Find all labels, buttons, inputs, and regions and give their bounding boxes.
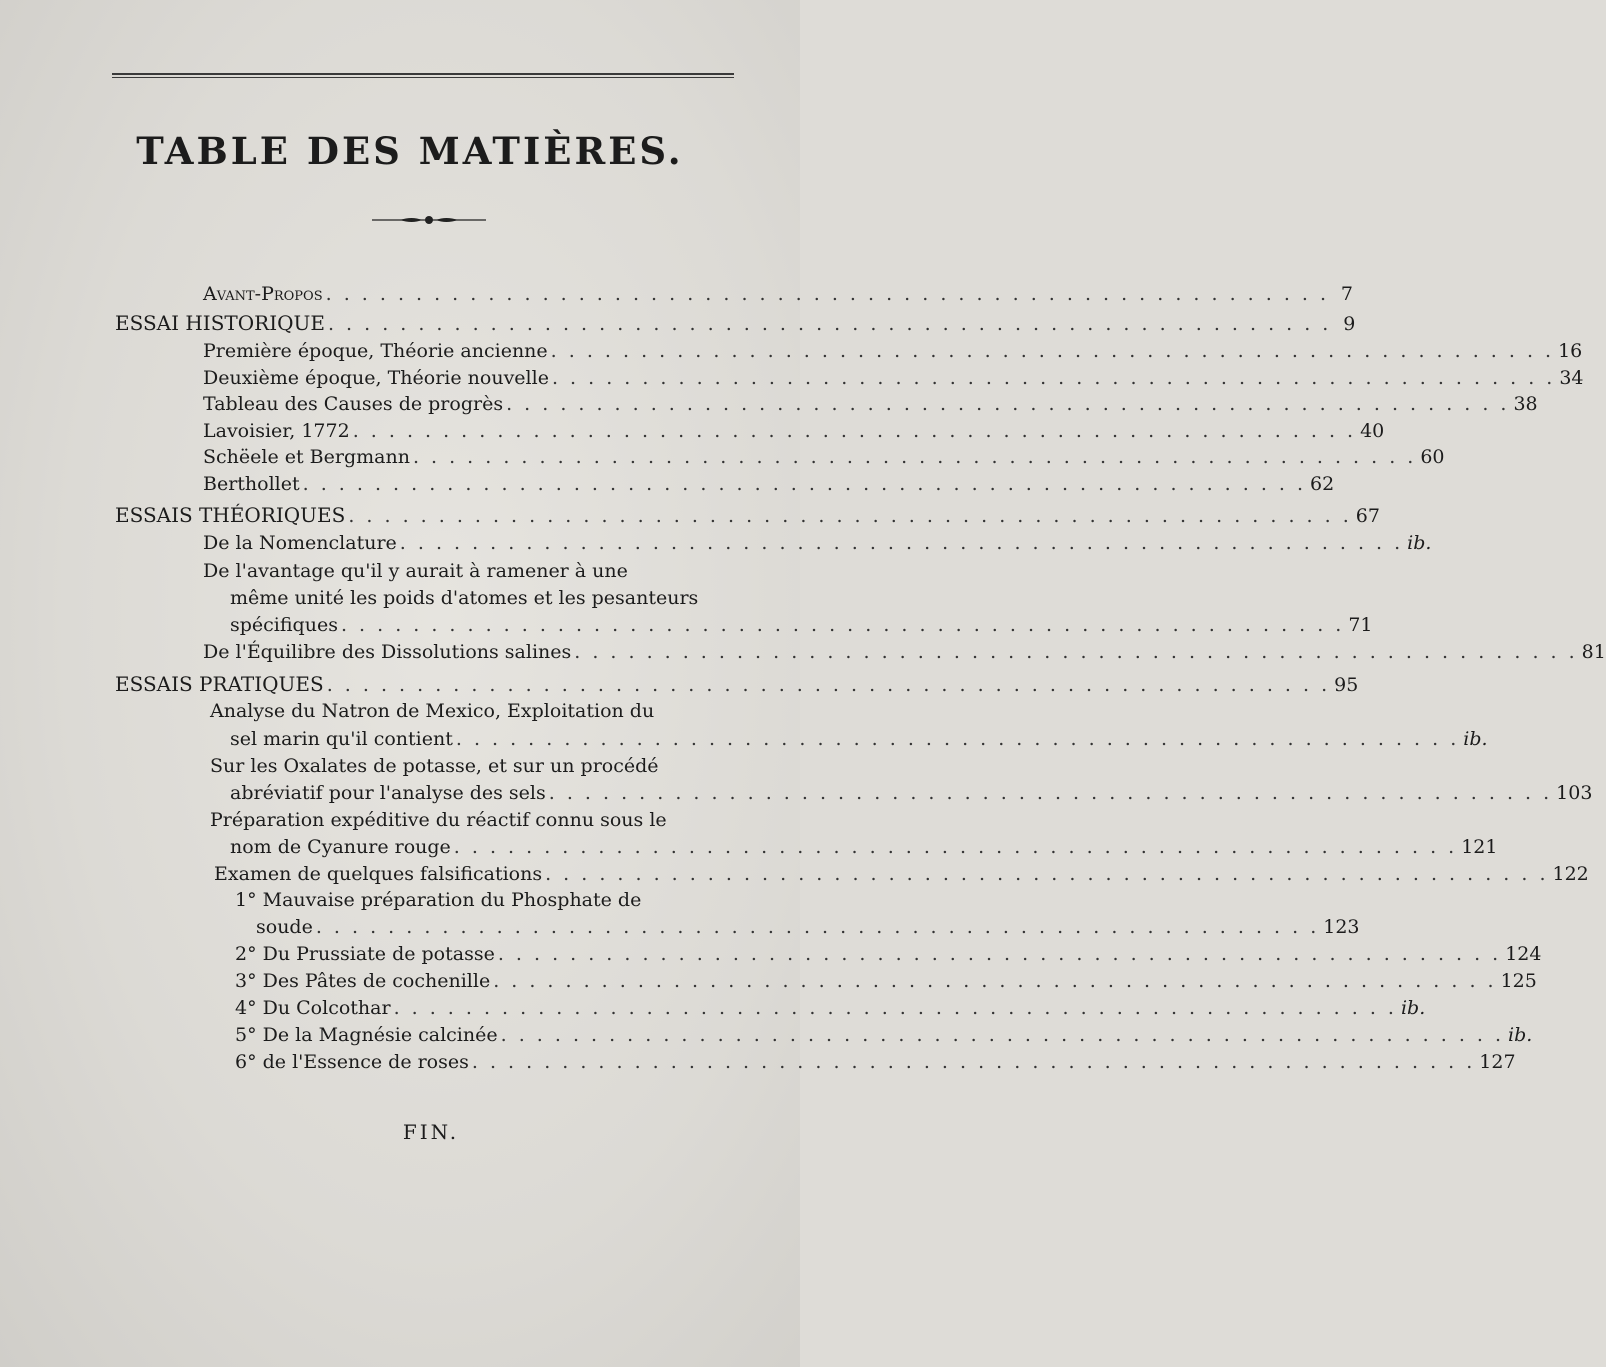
toc-section-essai-historique bbox=[115, 309, 1356, 337]
dot-leader: . . . . . . . . . . . . . . . . . . . . . . . . . . . . . . . . . . . . . . . . . . . . . . . . . . . . . . . . bbox=[551, 367, 1556, 389]
toc-page-number: 95 bbox=[1334, 674, 1359, 696]
page-title: TABLE DES MATIÈRES. bbox=[136, 129, 684, 173]
toc-page-number: 121 bbox=[1461, 836, 1498, 858]
toc-label: ESSAI HISTORIQUE bbox=[115, 311, 325, 335]
toc-label: sel marin qu'il contient bbox=[230, 728, 453, 750]
toc-label: 6° de l'Essence de roses bbox=[235, 1051, 469, 1073]
dot-leader: . . . . . . . . . . . . . . . . . . . . . . . . . . . . . . . . . . . . . . . . . . . . . . . . . . . . . . . . bbox=[493, 970, 1497, 992]
toc-label: 3° Des Pâtes de cochenille bbox=[235, 970, 491, 992]
fin-text: FIN. bbox=[402, 1120, 460, 1144]
toc-label: De l'Équilibre des Dissolutions salines bbox=[203, 641, 572, 663]
dot-leader: . . . . . . . . . . . . . . . . . . . . . . . . . . . . . . . . . . . . . . . . . . . . . . . . . . . . . . . . bbox=[327, 313, 1332, 335]
toc-page-number: 38 bbox=[1513, 393, 1538, 415]
toc-entry bbox=[230, 833, 1498, 861]
toc-entry-line: Sur les Oxalates de potasse, et sur un procédé bbox=[210, 755, 659, 777]
toc-page-number: 127 bbox=[1479, 1051, 1516, 1073]
toc-label: 5° De la Magnésie calcinée bbox=[235, 1024, 498, 1046]
toc-label: Avant-Propos bbox=[203, 283, 323, 305]
toc-label: Schëele et Bergmann bbox=[203, 446, 410, 468]
toc-entry-line: Analyse du Natron de Mexico, Exploitation du bbox=[210, 700, 655, 722]
toc-entry bbox=[230, 611, 1373, 639]
toc-label: Lavoisier, 1772 bbox=[203, 420, 350, 442]
toc-entry bbox=[203, 417, 1385, 445]
dot-leader: . . . . . . . . . . . . . . . . . . . . . . . . . . . . . . . . . . . . . . . . . . . . . . . . . . . . . . . . bbox=[497, 943, 1502, 965]
toc-entry-line: Préparation expéditive du réactif connu sous le bbox=[210, 809, 667, 831]
dot-leader: . . . . . . . . . . . . . . . . . . . . . . . . . . . . . . . . . . . . . . . . . . . . . . . . . . . . . . . . bbox=[455, 728, 1460, 750]
toc-page-number: 103 bbox=[1556, 782, 1593, 804]
toc-page-number: 16 bbox=[1558, 340, 1583, 362]
toc-label: Deuxième époque, Théorie nouvelle bbox=[203, 367, 549, 389]
dot-leader: . . . . . . . . . . . . . . . . . . . . . . . . . . . . . . . . . . . . . . . . . . . . . . . . . . . . . . . . bbox=[506, 393, 1510, 415]
toc-page-number: 122 bbox=[1552, 863, 1589, 885]
toc-entry bbox=[203, 443, 1445, 471]
toc-entry bbox=[203, 337, 1583, 365]
toc-label: spécifiques bbox=[230, 614, 338, 636]
toc-label: Tableau des Causes de progrès bbox=[203, 393, 504, 415]
dot-leader: . . . . . . . . . . . . . . . . . . . . . . . . . . . . . . . . . . . . . . . . . . . . . . . . . . . . . . . . bbox=[393, 997, 1397, 1019]
toc-entry bbox=[214, 860, 1589, 888]
toc-entry bbox=[203, 470, 1335, 498]
toc-label: soude bbox=[256, 916, 313, 938]
toc-label: Berthollet bbox=[203, 473, 300, 495]
toc-section-essais-theoriques bbox=[115, 501, 1380, 529]
toc-label: 4° Du Colcothar bbox=[235, 997, 391, 1019]
toc-entry bbox=[203, 364, 1584, 392]
dot-leader: . . . . . . . . . . . . . . . . . . . . . . . . . . . . . . . . . . . . . . . . . . . . . . . . . . . . . . . . bbox=[302, 473, 1307, 495]
toc-page-number: 123 bbox=[1323, 916, 1360, 938]
dot-leader: . . . . . . . . . . . . . . . . . . . . . . . . . . . . . . . . . . . . . . . . . . . . . . . . . . . . . . . . bbox=[399, 532, 1404, 554]
toc-page-number: 9 bbox=[1343, 313, 1356, 335]
toc-page-number: 62 bbox=[1310, 473, 1335, 495]
toc-entry-line: même unité les poids d'atomes et les pesanteurs bbox=[230, 587, 699, 609]
dot-leader: . . . . . . . . . . . . . . . . . . . . . . . . . . . . . . . . . . . . . . . . . . . . . . . . . . . . . . . . bbox=[550, 340, 1555, 362]
toc-label: ESSAIS PRATIQUES bbox=[115, 672, 324, 696]
toc-page-number: ib. bbox=[1508, 1024, 1533, 1046]
dot-leader: . . . . . . . . . . . . . . . . . . . . . . . . . . . . . . . . . . . . . . . . . . . . . . . . . . . . . . . . bbox=[348, 505, 1352, 527]
toc-page-number: 125 bbox=[1500, 970, 1537, 992]
toc-page-number: ib. bbox=[1407, 532, 1432, 554]
toc-section-essais-pratiques bbox=[115, 670, 1359, 698]
toc-entry bbox=[235, 994, 1426, 1022]
toc-page-number: 7 bbox=[1340, 283, 1354, 305]
toc-entry bbox=[235, 967, 1537, 995]
toc-label: 2° Du Prussiate de potasse bbox=[235, 943, 495, 965]
toc-entry bbox=[203, 390, 1538, 418]
toc-entry-avant-propos bbox=[203, 280, 1354, 308]
toc-label: abréviatif pour l'analyse des sels bbox=[230, 782, 546, 804]
toc-entry bbox=[230, 725, 1488, 753]
dot-leader: . . . . . . . . . . . . . . . . . . . . . . . . . . . . . . . . . . . . . . . . . . . . . . . . . . . . . . . . bbox=[500, 1024, 1505, 1046]
dot-leader: . . . . . . . . . . . . . . . . . . . . . . . . . . . . . . . . . . . . . . . . . . . . . . . . . . . . . . . . bbox=[574, 641, 1578, 663]
toc-label: Première époque, Théorie ancienne bbox=[203, 340, 548, 362]
dot-leader: . . . . . . . . . . . . . . . . . . . . . . . . . . . . . . . . . . . . . . . . . . . . . . . . . . . . . . . . bbox=[412, 446, 1417, 468]
dot-leader: . . . . . . . . . . . . . . . . . . . . . . . . . . . . . . . . . . . . . . . . . . . . . . . . . . . . . . . . bbox=[340, 614, 1345, 636]
toc-entry bbox=[235, 940, 1542, 968]
dot-leader: . . . . . . . . . . . . . . . . . . . . . . . . . . . . . . . . . . . . . . . . . . . . . . . . . . . . . . . . bbox=[325, 283, 1330, 305]
toc-entry bbox=[256, 913, 1360, 941]
toc-page-number: ib. bbox=[1463, 728, 1488, 750]
toc-label: nom de Cyanure rouge bbox=[230, 836, 451, 858]
dot-leader: . . . . . . . . . . . . . . . . . . . . . . . . . . . . . . . . . . . . . . . . . . . . . . . . . . . . . . . . bbox=[545, 863, 1549, 885]
toc-entry-line: 1° Mauvaise préparation du Phosphate de bbox=[235, 889, 642, 911]
toc-label: De la Nomenclature bbox=[203, 532, 397, 554]
dot-leader: . . . . . . . . . . . . . . . . . . . . . . . . . . . . . . . . . . . . . . . . . . . . . . . . . . . . . . . . bbox=[471, 1051, 1476, 1073]
toc-page-number: 124 bbox=[1505, 943, 1542, 965]
toc-entry bbox=[203, 529, 1432, 557]
toc-page-number: ib. bbox=[1400, 997, 1426, 1019]
toc-page-number: 81 bbox=[1581, 641, 1606, 663]
toc-page-number: 67 bbox=[1355, 505, 1380, 527]
toc-entry bbox=[235, 1021, 1533, 1049]
toc-page-number: 60 bbox=[1420, 446, 1445, 468]
toc-label: Examen de quelques falsifications bbox=[214, 863, 543, 885]
toc-label: ESSAIS THÉORIQUES bbox=[115, 503, 346, 527]
toc-entry bbox=[230, 779, 1593, 807]
toc-entry-line: De l'avantage qu'il y aurait à ramener à une bbox=[203, 560, 628, 582]
dot-leader: . . . . . . . . . . . . . . . . . . . . . . . . . . . . . . . . . . . . . . . . . . . . . . . . . . . . . . . . bbox=[352, 420, 1357, 442]
dot-leader: . . . . . . . . . . . . . . . . . . . . . . . . . . . . . . . . . . . . . . . . . . . . . . . . . . . . . . . . bbox=[315, 916, 1320, 938]
dot-leader: . . . . . . . . . . . . . . . . . . . . . . . . . . . . . . . . . . . . . . . . . . . . . . . . . . . . . . . . bbox=[326, 674, 1331, 696]
toc-page-number: 71 bbox=[1348, 614, 1373, 636]
toc-entry bbox=[203, 638, 1606, 666]
toc-page-number: 34 bbox=[1559, 367, 1584, 389]
toc-entry bbox=[235, 1048, 1516, 1076]
toc-page-number: 40 bbox=[1360, 420, 1385, 442]
dot-leader: . . . . . . . . . . . . . . . . . . . . . . . . . . . . . . . . . . . . . . . . . . . . . . . . . . . . . . . . bbox=[548, 782, 1553, 804]
dot-leader: . . . . . . . . . . . . . . . . . . . . . . . . . . . . . . . . . . . . . . . . . . . . . . . . . . . . . . . . bbox=[453, 836, 1458, 858]
